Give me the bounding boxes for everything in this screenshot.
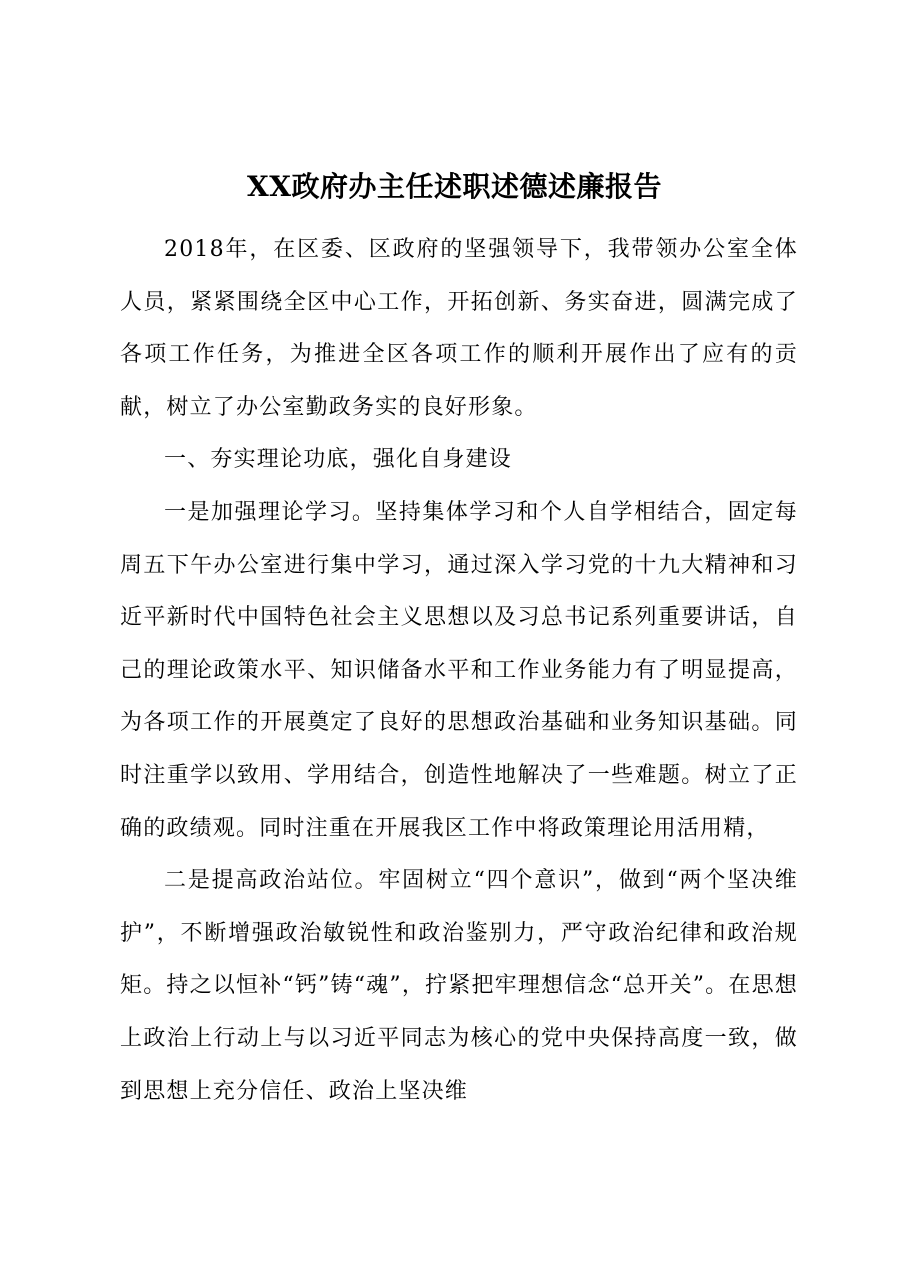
paragraph-intro: 2018年，在区委、区政府的坚强领导下，我带领办公室全体人员，紧紧围绕全区中心工作，开拓创新、务实奋进，圆满完成了各项工作任务，为推进全区各项工作的顺利开展作出了应有的贡献，树立了办公室勤政务实的良好形象。	[120, 237, 798, 420]
document-title: XX政府办主任述职述德述廉报告	[247, 170, 662, 203]
paragraph-political-stance: 二是提高政治站位。牢固树立“四个意识”，做到“两个坚决维护”，不断增强政治敏锐性和政治鉴别力，严守政治纪律和政治规矩。持之以恒补“钙”铸“魂”，拧紧把牢理想信念“总开关”。在思想上政治上行动上与以习近平同志为核心的党中央保持高度一致，做到思想上充分信任、政治上坚决维	[120, 868, 798, 1104]
paragraph-theory-study: 一是加强理论学习。坚持集体学习和个人自学相结合，固定每周五下午办公室进行集中学习，通过深入学习党的十九大精神和习近平新时代中国特色社会主义思想以及习总书记系列重要讲话，自己的理论政策水平、知识储备水平和工作业务能力有了明显提高，为各项工作的开展奠定了良好的思想政治基础和业务知识基础。同时注重学以致用、学用结合，创造性地解决了一些难题。树立了正确的政绩观。同时注重在开展我区工作中将政策理论用活用精，	[120, 499, 798, 841]
document-body	[120, 224, 798, 1118]
section-heading-1: 一、夯实理论功底，强化自身建设	[164, 447, 513, 473]
